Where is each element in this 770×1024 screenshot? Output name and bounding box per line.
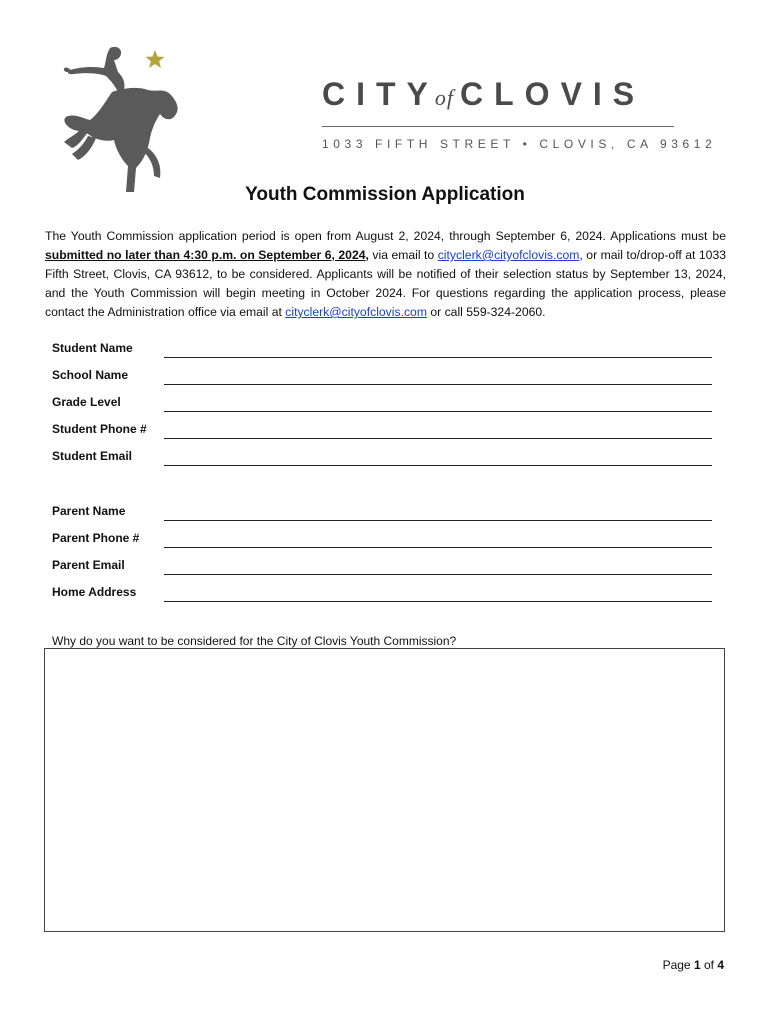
student-email-field[interactable]	[164, 446, 712, 466]
page-prefix: Page	[662, 958, 694, 972]
form-row-parent-phone	[52, 528, 712, 548]
email-link-1[interactable]: cityclerk@cityofclovis.com	[437, 248, 580, 262]
field-label: Parent Phone #	[52, 531, 140, 545]
city-address: 1033 FIFTH STREET • CLOVIS, CA 93612	[322, 137, 717, 151]
form-row-parent-email	[52, 555, 712, 575]
intro-text-3: , or mail to/drop-off at 1033 Fifth Street, Clovis, CA 93612, to be considered. Applicants will be notified of their selection status by September 13, 2024, and the Youth Commission will begin meeting in October 2024. For questions regarding the application process, please contact the Administration office via email at	[45, 248, 726, 319]
field-label: Student Phone #	[52, 422, 147, 436]
intro-text-4: or call 559-324-2060.	[426, 305, 546, 319]
form-row-grade-level	[52, 392, 712, 412]
intro-text-1: The Youth Commission application period is open from August 2, 2024, through September 6, 2024. Applications must be	[45, 229, 726, 243]
page-number	[663, 958, 724, 972]
page-title: Youth Commission Application	[245, 184, 525, 205]
field-label: School Name	[52, 368, 129, 382]
form-row-home-address	[52, 582, 712, 602]
field-label: Student Email	[52, 449, 133, 463]
form-row-student-phone	[52, 419, 712, 439]
field-label: Parent Name	[52, 504, 126, 518]
wordmark-title	[322, 78, 674, 114]
wordmark-divider	[322, 126, 674, 127]
wordmark-of: of	[434, 85, 455, 110]
wordmark-clovis: CLOVIS	[460, 76, 646, 112]
parent-phone-field[interactable]	[164, 528, 712, 548]
grade-level-field[interactable]	[164, 392, 712, 412]
intro-text-2: via email to	[368, 248, 438, 262]
star-icon	[146, 50, 165, 68]
email-link-2[interactable]: cityclerk@cityofclovis.com	[285, 305, 427, 319]
field-label: Home Address	[52, 585, 137, 599]
student-phone-field[interactable]	[164, 419, 712, 439]
form-row-parent-name	[52, 501, 712, 521]
parent-name-field[interactable]	[164, 501, 712, 521]
school-name-field[interactable]	[164, 365, 712, 385]
answer-textbox[interactable]	[44, 648, 725, 932]
city-wordmark	[322, 76, 717, 151]
page-total: 4	[717, 958, 724, 972]
home-address-field[interactable]	[164, 582, 712, 602]
deadline-text: submitted no later than 4:30 p.m. on September 6, 2024,	[45, 248, 369, 262]
parent-email-field[interactable]	[164, 555, 712, 575]
form-row-student-name	[52, 338, 712, 358]
student-name-field[interactable]	[164, 338, 712, 358]
question-prompt: Why do you want to be considered for the City of Clovis Youth Commission?	[52, 634, 457, 648]
field-label: Parent Email	[52, 558, 125, 572]
field-label: Student Name	[52, 341, 133, 355]
page-of: of	[700, 958, 718, 972]
form-row-school-name	[52, 365, 712, 385]
wordmark-city: CITY	[322, 76, 439, 112]
bronco-rider-icon	[52, 42, 182, 197]
intro-paragraph	[45, 227, 726, 322]
form-row-student-email	[52, 446, 712, 466]
page-current: 1	[693, 958, 701, 972]
field-label: Grade Level	[52, 395, 121, 409]
